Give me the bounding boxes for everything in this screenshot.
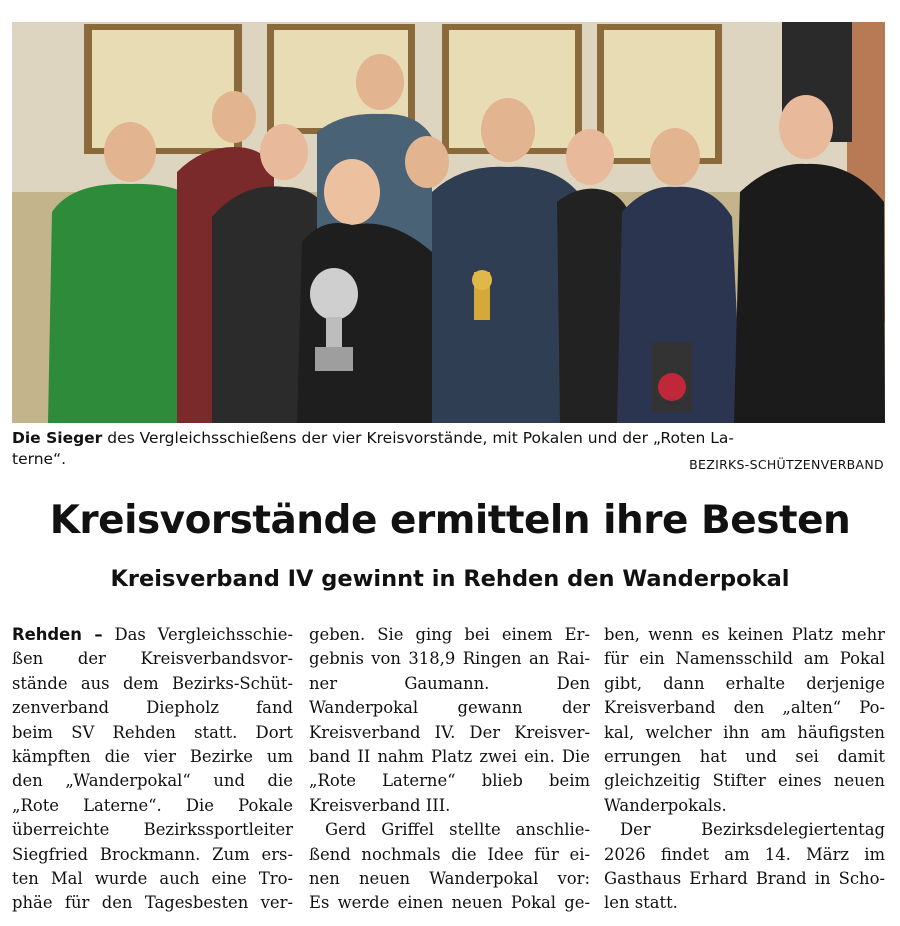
article-line: „Rote Laterne“ blieb beim xyxy=(309,771,590,791)
article-line: beim SV Rehden statt. Dort xyxy=(12,722,293,742)
article-column-3 xyxy=(604,623,885,916)
article-line: ner Gaumann. Den xyxy=(309,673,590,693)
article-line: gibt, dann erhalte derjenige xyxy=(604,673,885,693)
article-line: kämpften die vier Bezirke um xyxy=(12,747,293,767)
article-line: gebnis von 318,9 Ringen an Rai- xyxy=(309,649,590,669)
article-line: überreichte Bezirkssportleiter xyxy=(12,820,293,840)
article-line: Wanderpokals. xyxy=(604,795,727,815)
group-photo xyxy=(12,22,885,423)
caption-lead: Die Sieger xyxy=(12,429,103,447)
article-line: geben. Sie ging bei einem Er- xyxy=(309,625,590,644)
dateline: Rehden – xyxy=(12,625,103,644)
article-line: ßen der Kreisverbandsvor- xyxy=(12,649,293,669)
headline: Kreisvorstände ermitteln ihre Besten xyxy=(49,498,851,543)
article-column-2 xyxy=(309,623,590,916)
article-line: kal, welcher ihn am häufigsten xyxy=(604,722,885,742)
article-column-1 xyxy=(12,623,293,916)
photo-credit: BEZIRKS-SCHÜTZENVERBAND xyxy=(689,457,884,472)
article-line: Es werde einen neuen Pokal ge- xyxy=(309,893,590,913)
article-line: für ein Namensschild am Pokal xyxy=(604,649,885,669)
article-line: den „Wanderpokal“ und die xyxy=(12,771,293,791)
article-line: nen neuen Wanderpokal vor: xyxy=(309,869,590,889)
article-line: Gasthaus Erhard Brand in Scho- xyxy=(604,869,885,889)
article-line: „Rote Laterne“. Die Pokale xyxy=(12,795,293,815)
article-line: 2026 findet am 14. März im xyxy=(604,844,885,864)
article-line: len statt. xyxy=(604,893,678,913)
article-line: Siegfried Brockmann. Zum ers- xyxy=(12,844,293,864)
article-line: phäe für den Tagesbesten ver- xyxy=(12,893,293,913)
subheadline: Kreisverband IV gewinnt in Rehden den Wanderpokal xyxy=(110,566,790,592)
caption-text: des Vergleichsschießens der vier Kreisvorstände, mit Pokalen und der „Roten La- xyxy=(102,429,735,447)
article-line: Gerd Griffel stellte anschlie- xyxy=(325,820,590,840)
article-line: band II nahm Platz zwei ein. Die xyxy=(309,747,590,767)
article-line: ten Mal wurde auch eine Tro- xyxy=(12,869,293,889)
article-line: Der Bezirksdelegiertentag xyxy=(620,820,885,840)
article-line: gleichzeitig Stifter eines neuen xyxy=(604,771,885,791)
article-line: errungen hat und sei damit xyxy=(604,747,885,767)
article-line: ben, wenn es keinen Platz mehr xyxy=(604,625,885,644)
article-line: ßend nochmals die Idee für ei- xyxy=(309,844,590,864)
article-line: Kreisverband den „alten“ Po- xyxy=(604,698,885,718)
article-line: Kreisverband IV. Der Kreisver- xyxy=(309,722,590,742)
article-line: Rehden – Das Vergleichsschie- xyxy=(12,625,293,644)
group-photo-icon xyxy=(12,22,885,423)
article-line: stände aus dem Bezirks-Schüt- xyxy=(12,673,293,693)
article-line: zenverband Diepholz fand xyxy=(12,698,293,718)
article-line: Wanderpokal gewann der xyxy=(309,698,590,718)
caption-text-end: terne“. xyxy=(12,450,67,468)
article-line: Kreisverband III. xyxy=(309,795,451,815)
